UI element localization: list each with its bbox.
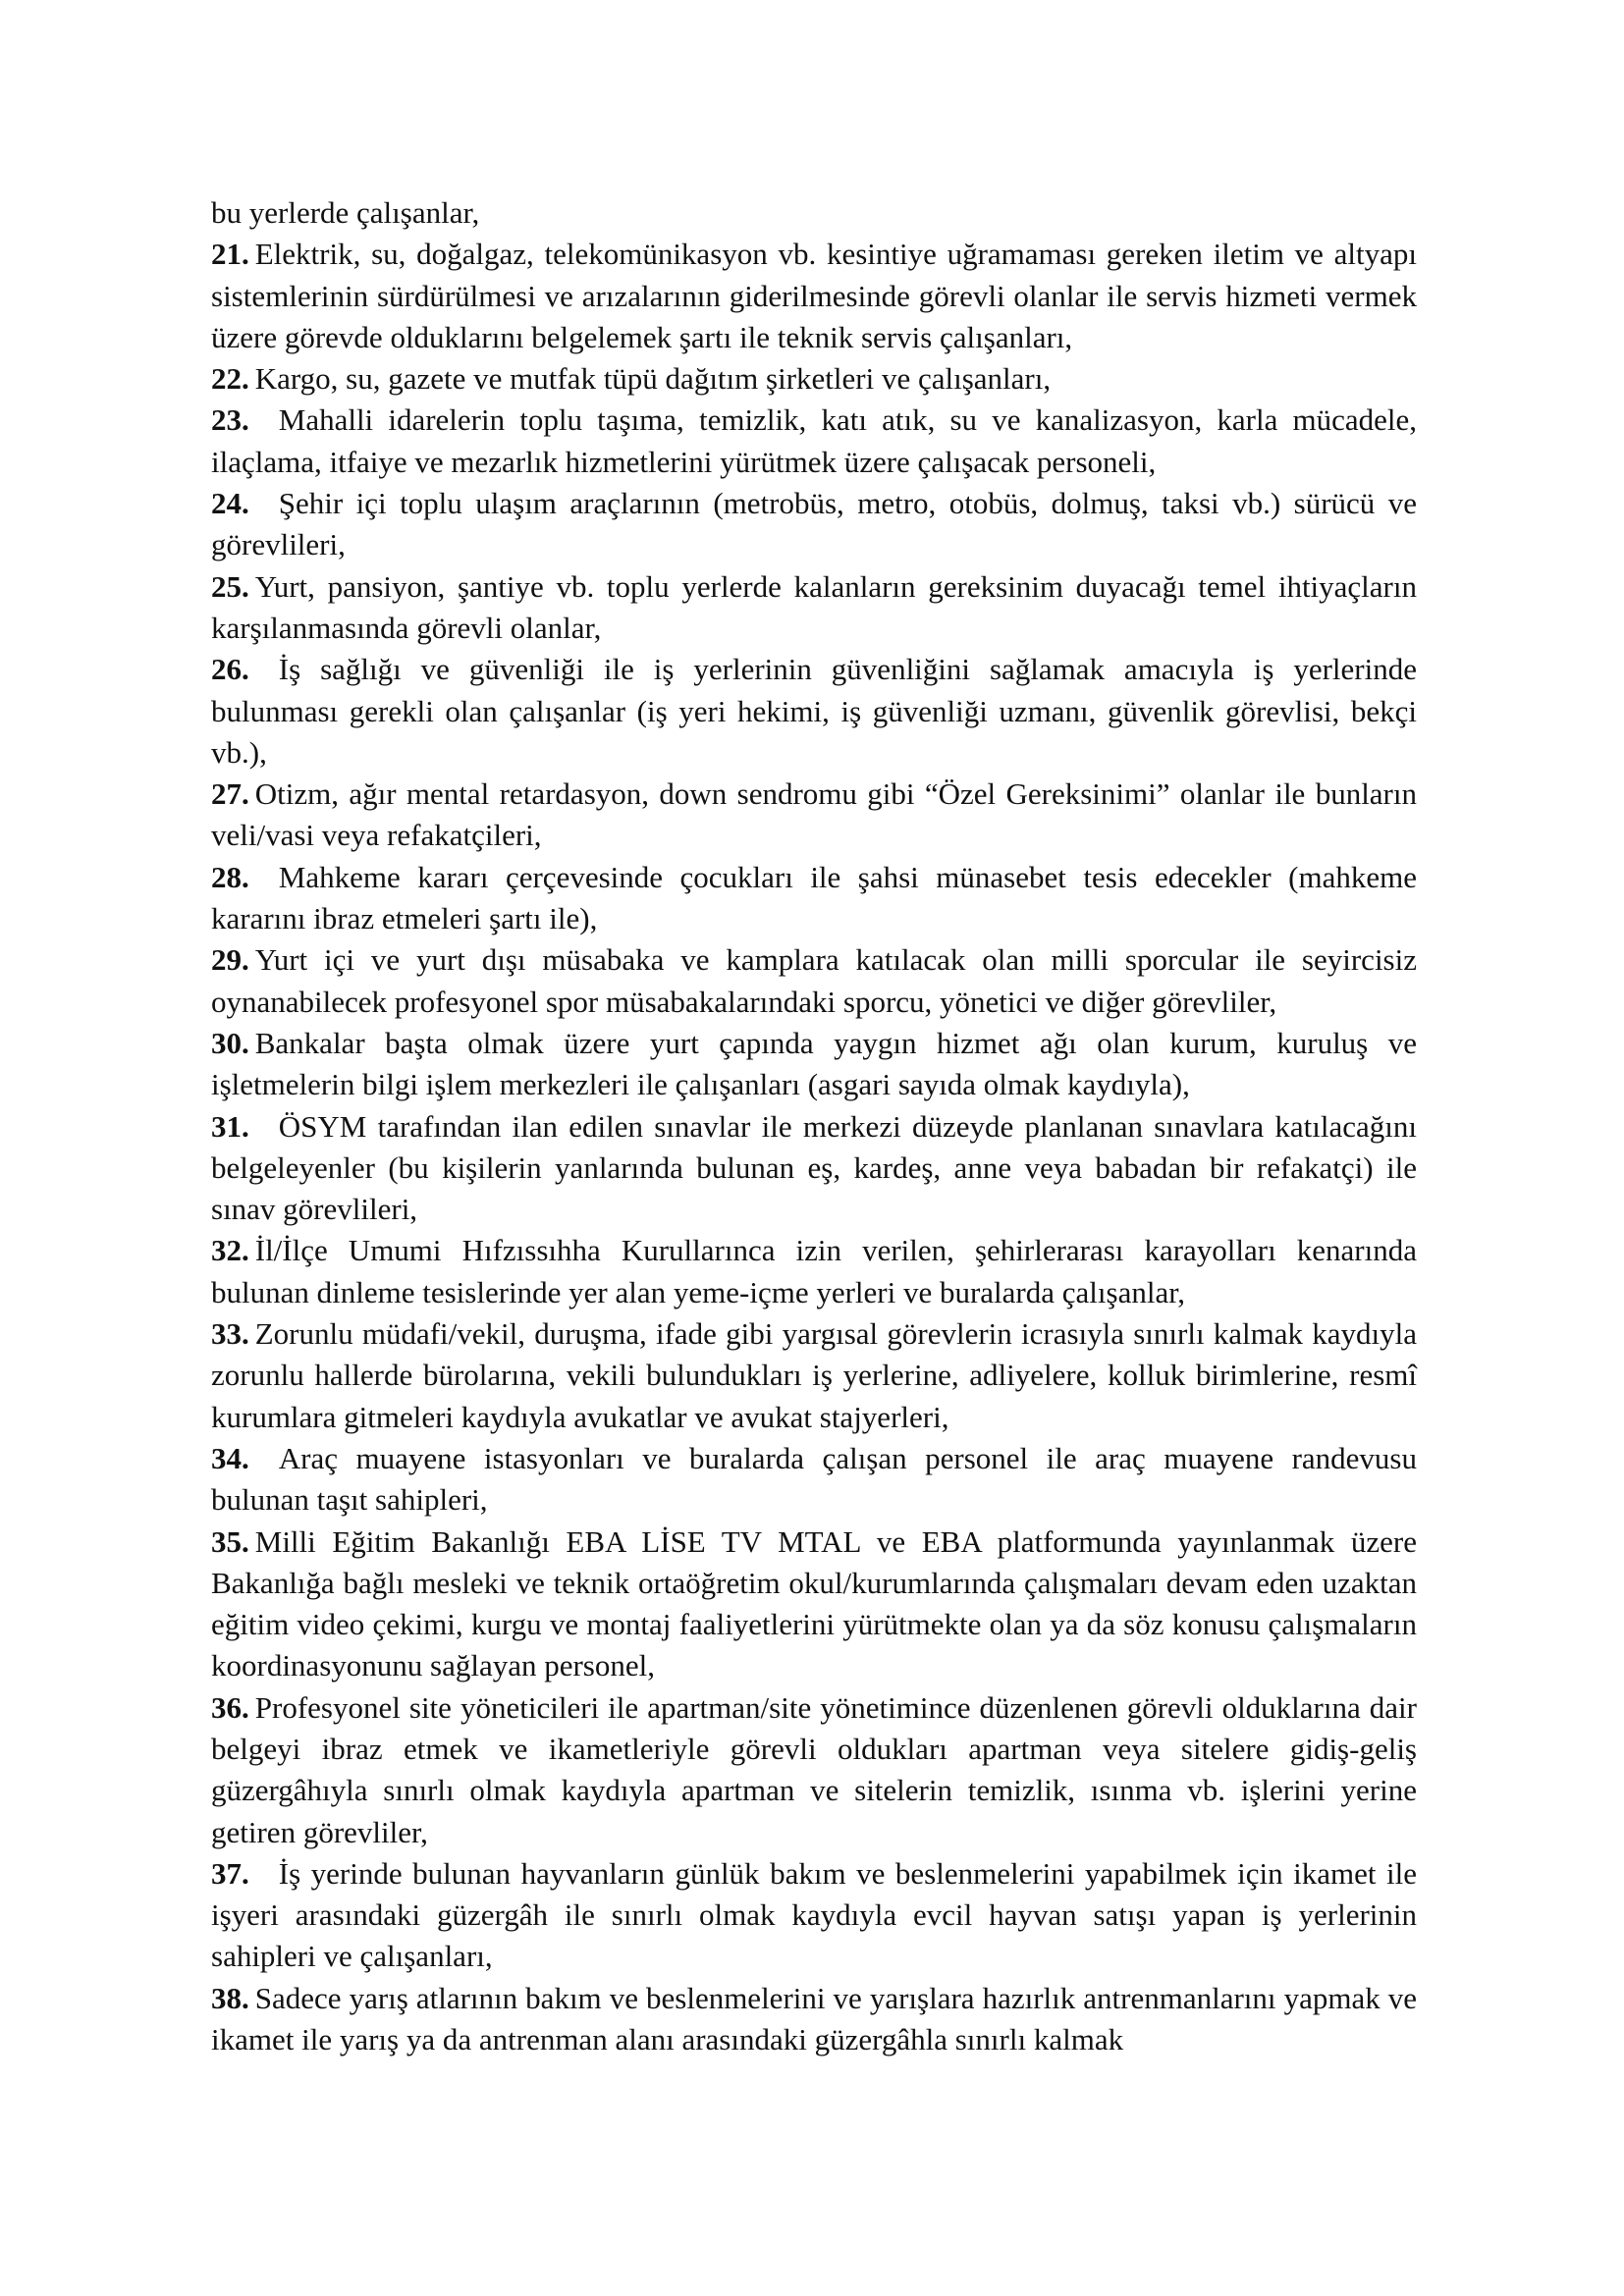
list-item-26 [211,649,1417,774]
item-text: Milli Eğitim Bakanlığı EBA LİSE TV MTAL ve EBA platformunda yayınlanmak üzere Bakanlığa bağlı mesleki ve teknik ortaöğretim okul/kurumlarında çalışmaları devam eden uzaktan eğitim video çekimi, kurgu ve montaj faaliyetlerini yürütmekte olan ya da söz konusu çalışmaların koordinasyonunu sağlayan personel, [211,1523,1417,1683]
item-text: Yurt içi ve yurt dışı müsabaka ve kamplara katılacak olan milli sporcular ile seyircisiz oynanabilecek profesyonel spor müsabakalarındaki sporcu, yönetici ve diğer görevliler, [211,942,1417,1019]
list-item-27 [211,774,1417,857]
list-item-22 [211,358,1417,400]
item-text: İş yerinde bulunan hayvanların günlük bakım ve beslenmelerini yapabilmek için ikamet ile işyeri arasındaki güzergâh ile sınırlı olmak kaydıyla evcil hayvan satışı yapan iş yerlerinin sahipleri ve çalışanları, [211,1855,1417,1974]
item-number: 34. [211,1440,249,1475]
list-item-21 [211,234,1417,358]
item-number: 27. [211,776,249,812]
item-number: 38. [211,1980,249,2015]
item-number: 36. [211,1689,249,1725]
item-number: 33. [211,1316,249,1352]
lead-text: bu yerlerde çalışanlar, [211,195,480,230]
list-item-30 [211,1023,1417,1106]
list-item-31 [211,1106,1417,1231]
item-number: 23. [211,402,249,438]
list-item-35 [211,1522,1417,1687]
list-item-28 [211,857,1417,940]
item-number: 26. [211,652,249,687]
item-text: Otizm, ağır mental retardasyon, down sendromu gibi “Özel Gereksinimi” olanlar ile bunların veli/vasi veya refakatçileri, [211,776,1417,853]
item-text: Şehir içi toplu ulaşım araçlarının (metrobüs, metro, otobüs, dolmuş, taksi vb.) sürücü ve görevlileri, [211,486,1417,562]
list-item-25 [211,566,1417,650]
item-text: Araç muayene istasyonları ve buralarda çalışan personel ile araç muayene randevusu bulunan taşıt sahipleri, [211,1440,1417,1518]
item-text: Mahalli idarelerin toplu taşıma, temizlik, katı atık, su ve kanalizasyon, karla mücadele, ilaçlama, itfaiye ve mezarlık hizmetlerini yürütmek üzere çalışacak personeli, [211,402,1417,479]
item-text: ÖSYM tarafından ilan edilen sınavlar ile merkezi düzeyde planlanan sınavlara katılacağını belgeleyenler (bu kişilerin yanlarında bulunan eş, kardeş, anne veya babadan bir refakatçi) ile sınav görevlileri, [211,1108,1417,1227]
item-text: Mahkeme kararı çerçevesinde çocukları ile şahsi münasebet tesis edecekler (mahkeme kararını ibraz etmeleri şartı ile), [211,859,1417,936]
document-body [211,192,1417,2060]
item-text: Sadece yarış atlarının bakım ve beslenmelerini ve yarışlara hazırlık antrenmanlarını yapmak ve ikamet ile yarış ya da antrenman alanı arasındaki güzergâhla sınırlı kalmak [211,1980,1417,2057]
item-text: Kargo, su, gazete ve mutfak tüpü dağıtım şirketleri ve çalışanları, [254,361,1052,397]
item-text: Bankalar başta olmak üzere yurt çapında yaygın hizmet ağı olan kurum, kuruluş ve işletmelerin bilgi işlem merkezleri ile çalışanları (asgari sayıda olmak kaydıyla), [211,1025,1417,1102]
list-item-24 [211,483,1417,566]
item-number: 25. [211,568,249,604]
item-text: Zorunlu müdafi/vekil, duruşma, ifade gibi yargısal görevlerin icrasıyla sınırlı kalmak kaydıyla zorunlu hallerde bürolarına, vekili bulundukları iş yerlerine, adliyelere, kolluk birimlerine, resmî kurumlara gitmeleri kaydıyla avukatlar ve avukat stajyerleri, [211,1316,1417,1434]
item-text: Elektrik, su, doğalgaz, telekomünikasyon vb. kesintiye uğramaması gereken iletim ve altyapı sistemlerinin sürdürülmesi ve arızalarının giderilmesinde görevli olanlar ile servis hizmeti vermek üzere görevde olduklarını belgelemek şartı ile teknik servis çalışanları, [211,237,1417,354]
item-text: Profesyonel site yöneticileri ile apartman/site yönetimince düzenlenen görevli olduklarına dair belgeyi ibraz etmek ve ikametleriyle görevli oldukları apartman veya sitelere gidiş-geliş güzergâhıyla sınırlı olmak kaydıyla apartman ve sitelerin temizlik, ısınma vb. işlerini yerine getiren görevliler, [211,1689,1417,1849]
list-item-23 [211,400,1417,483]
list-item-33 [211,1313,1417,1438]
item-number: 24. [211,486,249,521]
list-item-34 [211,1438,1417,1522]
item-text: İl/İlçe Umumi Hıfzıssıhha Kurullarınca izin verilen, şehirlerarası karayolları kenarında bulunan dinleme tesislerinde yer alan yeme-içme yerleri ve buralarda çalışanlar, [211,1233,1417,1309]
list-item-36 [211,1687,1417,1853]
item-number: 22. [211,361,249,397]
item-number: 35. [211,1523,249,1559]
item-number: 31. [211,1108,249,1144]
item-text: Yurt, pansiyon, şantiye vb. toplu yerlerde kalanların gereksinim duyacağı temel ihtiyaçların karşılanmasında görevli olanlar, [211,568,1417,645]
item-text: İş sağlığı ve güvenliği ile iş yerlerinin güvenliğini sağlamak amacıyla iş yerlerinde bulunması gerekli olan çalışanlar (iş yeri hekimi, iş güvenliği uzmanı, güvenlik görevlisi, bekçi vb.), [211,652,1417,770]
item-number: 29. [211,942,249,978]
item-number: 21. [211,237,249,272]
list-item-29 [211,939,1417,1023]
item-number: 28. [211,859,249,894]
list-item-37 [211,1853,1417,1978]
item-number: 30. [211,1025,249,1060]
item-number: 37. [211,1855,249,1891]
list-item-38 [211,1978,1417,2061]
item-number: 32. [211,1233,249,1268]
list-item-32 [211,1230,1417,1313]
